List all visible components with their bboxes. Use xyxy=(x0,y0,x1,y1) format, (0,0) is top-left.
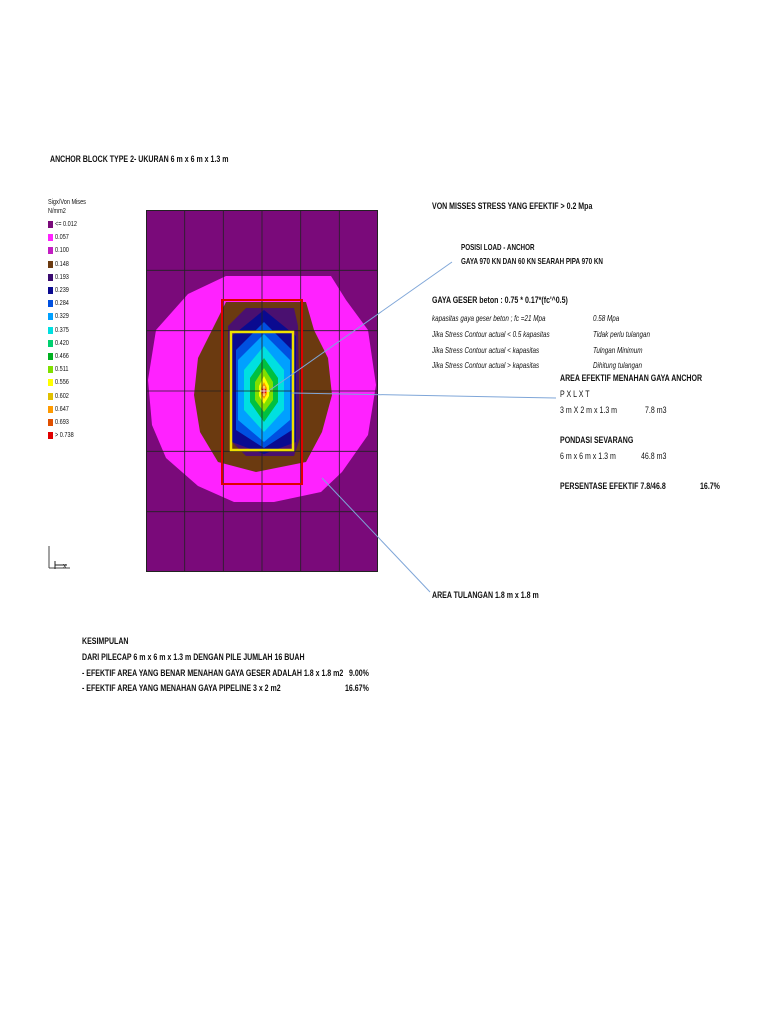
legend-swatch xyxy=(48,287,53,294)
formula-pxlxt: P X L X T xyxy=(560,389,590,400)
legend-swatch xyxy=(48,419,53,426)
legend-item xyxy=(48,377,108,388)
note-row-right: Dihitung tulangan xyxy=(593,360,642,370)
legend-value: 0.420 xyxy=(55,337,69,347)
legend-value: <= 0.012 xyxy=(55,219,77,228)
legend-item xyxy=(48,259,108,270)
legend-swatch xyxy=(48,366,53,373)
legend-swatch xyxy=(48,379,53,386)
percentage-value: 16.7% xyxy=(700,481,720,492)
axis-triad-icon xyxy=(48,546,70,570)
legend-item xyxy=(48,245,108,256)
legend-value: 0.284 xyxy=(55,298,69,308)
legend-value: 0.556 xyxy=(55,377,69,387)
svg-text:x: x xyxy=(63,563,67,570)
legend-item xyxy=(48,404,108,415)
legend-item xyxy=(48,325,108,336)
page-title: ANCHOR BLOCK TYPE 2- UKURAN 6 m x 6 m x 1.3 m xyxy=(50,154,229,165)
conclusion-heading: KESIMPULAN xyxy=(82,636,129,647)
legend-item xyxy=(48,219,108,230)
legend-value: 0.511 xyxy=(55,364,69,374)
note-row-right: Tulngan Minimum xyxy=(593,345,643,355)
conclusion-item-value: 9.00% xyxy=(349,668,369,679)
effective-area-heading: AREA EFEKTIF MENAHAN GAYA ANCHOR xyxy=(560,373,703,384)
legend-value: 0.602 xyxy=(55,390,69,400)
legend-item xyxy=(48,272,108,283)
legend-swatch xyxy=(48,313,53,320)
legend-item xyxy=(48,351,108,362)
legend-value: 0.100 xyxy=(55,245,69,255)
conclusion-item: - EFEKTIF AREA YANG BENAR MENAHAN GAYA GESER ADALAH 1.8 x 1.8 m2 xyxy=(82,668,344,679)
load-position-detail: GAYA 970 KN DAN 60 KN SEARAH PIPA 970 KN xyxy=(461,256,603,266)
note-row-left: Jika Stress Contour actual < 0.5 kapasitas xyxy=(432,329,550,339)
conclusion-item-value: 16.67% xyxy=(345,683,369,694)
legend-value: 0.466 xyxy=(55,351,69,360)
legend-swatch xyxy=(48,234,53,241)
note-row-left: kapasitas gaya geser beton ; fc =21 Mpa xyxy=(432,313,546,323)
note-row-right: 0.58 Mpa xyxy=(593,313,620,323)
legend-swatch xyxy=(48,432,53,439)
legend-swatch xyxy=(48,406,53,413)
legend-swatch xyxy=(48,353,53,360)
legend-item xyxy=(48,417,108,428)
legend-swatch xyxy=(48,274,53,281)
legend-item xyxy=(48,232,108,243)
legend-value: 0.193 xyxy=(55,271,69,281)
reinforcement-area-label: AREA TULANGAN 1.8 m x 1.8 m xyxy=(432,590,539,601)
legend-value: 0.375 xyxy=(55,324,69,334)
note-row-left: Jika Stress Contour actual > kapasitas xyxy=(432,360,540,370)
legend-item xyxy=(48,285,108,296)
legend-swatch xyxy=(48,340,53,347)
shear-formula: GAYA GESER beton : 0.75 * 0.17*(fc'^0.5) xyxy=(432,295,568,306)
load-position-title: POSISI LOAD - ANCHOR xyxy=(461,242,535,252)
legend-value: 0.693 xyxy=(55,417,69,426)
legend-swatch xyxy=(48,261,53,268)
legend-value: 0.329 xyxy=(55,311,69,321)
percentage-label: PERSENTASE EFEKTIF 7.8/46.8 xyxy=(560,481,666,492)
effective-volume-value: 7.8 m3 xyxy=(645,405,667,416)
legend-item xyxy=(48,338,108,349)
legend-value: 0.647 xyxy=(55,403,69,413)
legend-swatch xyxy=(48,247,53,254)
legend-unit: N/mm2 xyxy=(48,206,66,215)
legend-swatch xyxy=(48,393,53,400)
legend-swatch xyxy=(48,300,53,307)
legend-value: 0.057 xyxy=(55,232,69,242)
stress-contour-plot xyxy=(146,210,378,577)
legend-item xyxy=(48,391,108,402)
legend-value: 0.239 xyxy=(55,285,69,294)
effective-volume-calc: 3 m X 2 m x 1.3 m xyxy=(560,405,618,416)
legend-item xyxy=(48,364,108,375)
legend-value: 0.148 xyxy=(55,258,69,268)
legend-value: > 0.738 xyxy=(55,430,74,440)
note-row-right: Tidak perlu tulangan xyxy=(593,329,650,339)
foundation-volume-value: 46.8 m3 xyxy=(641,451,667,462)
legend-item xyxy=(48,430,108,441)
legend-heading: Sigx/Von Mises xyxy=(48,197,86,206)
legend-swatch xyxy=(48,327,53,334)
note-row-left: Jika Stress Contour actual < kapasitas xyxy=(432,345,540,355)
foundation-heading: PONDASI SEVARANG xyxy=(560,435,634,446)
foundation-volume-calc: 6 m x 6 m x 1.3 m xyxy=(560,451,616,462)
conclusion-summary: DARI PILECAP 6 m x 6 m x 1.3 m DENGAN PILE JUMLAH 16 BUAH xyxy=(82,652,305,663)
legend-swatch xyxy=(48,221,53,228)
von-mises-note: VON MISSES STRESS YANG EFEKTIF > 0.2 Mpa xyxy=(432,201,593,212)
conclusion-item: - EFEKTIF AREA YANG MENAHAN GAYA PIPELINE 3 x 2 m2 xyxy=(82,683,281,694)
legend-item xyxy=(48,311,108,322)
legend-item xyxy=(48,298,108,309)
